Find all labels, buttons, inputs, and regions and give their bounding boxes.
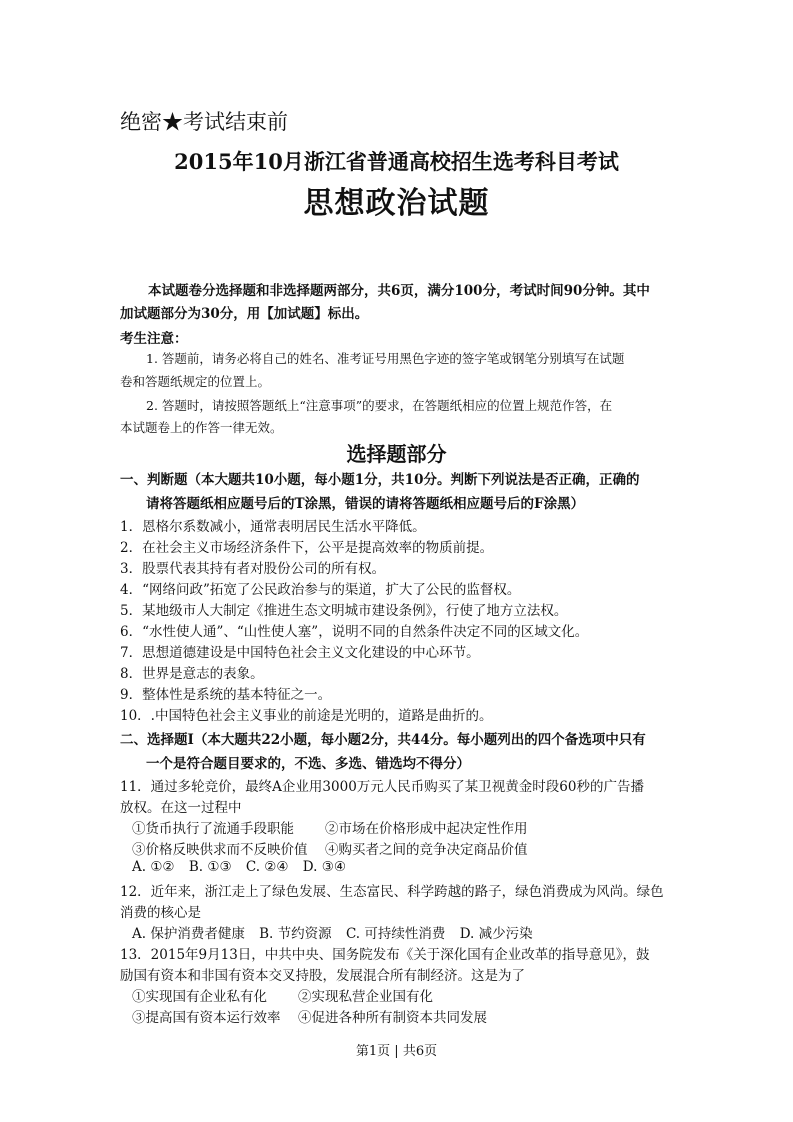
question-13-option-4: ④促进各种所有制资本共同发展 — [298, 1010, 487, 1026]
question-9: 9．整体性是系统的基本特征之一。 — [120, 687, 332, 703]
question-12-line-2: 消费的核心是 — [120, 905, 201, 921]
question-13-option-1: ①实现国有企业私有化 — [132, 989, 267, 1005]
section-title: 选择题部分 — [346, 442, 447, 466]
question-13-line-1: 13．2015年9月13日，中共中央、国务院发布《关于深化国有企业改革的指导意见》，鼓 — [120, 947, 650, 963]
part2-heading-line-1: 二、选择题Ⅰ（本大题共22小题，每小题2分，共44分。每小题列出的四个备选项中只有 — [120, 732, 646, 748]
choice-a: A. ①② — [132, 859, 175, 875]
exam-title: 2015年10月浙江省普通高校招生选考科目考试 — [174, 149, 619, 174]
question-5: 5．某地级市人大制定《推进生态文明城市建设条例》，行使了地方立法权。 — [120, 603, 568, 619]
choice-d: D. ③④ — [302, 859, 346, 875]
question-11-choices — [132, 859, 356, 875]
notice-item-1-line-1: 1. 答题前，请务必将自己的姓名、准考证号用黑色字迹的签字笔或钢笔分别填写在试题 — [146, 351, 625, 366]
choice-c: C. 可持续性消费 — [345, 926, 446, 942]
question-4: 4．“网络问政”拓宽了公民政治参与的渠道，扩大了公民的监督权。 — [120, 582, 521, 598]
question-11-line-2: 放权。在这一过程中 — [120, 800, 242, 816]
notice-heading: 考生注意： — [120, 331, 188, 347]
question-13-option-2: ②实现私营企业国有化 — [298, 989, 433, 1005]
page-footer: 第1页 | 共6页 — [355, 1044, 438, 1059]
question-13-line-2: 励国有资本和非国有资本交叉持股，发展混合所有制经济。这是为了 — [120, 968, 525, 984]
choice-c: C. ②④ — [245, 859, 289, 875]
question-10: 10．.中国特色社会主义事业的前途是光明的，道路是曲折的。 — [120, 708, 493, 724]
question-11-option-2: ②市场在价格形成中起决定性作用 — [325, 821, 528, 837]
notice-item-1-line-2: 卷和答题纸规定的位置上。 — [120, 374, 271, 389]
question-1: 1．恩格尔系数减小，通常表明居民生活水平降低。 — [120, 519, 426, 535]
part1-heading-line-1: 一、判断题（本大题共10小题，每小题1分，共10分。判断下列说法是否正确，正确的 — [120, 472, 640, 488]
question-11-option-3: ③价格反映供求而不反映价值 — [132, 842, 308, 858]
choice-d: D. 减少污染 — [459, 926, 533, 942]
part2-heading-line-2: 一个是符合题目要求的，不选、多选、错选均不得分） — [146, 756, 470, 772]
intro-line-1: 本试题卷分选择题和非选择题两部分，共6页，满分100分，考试时间90分钟。其中 — [148, 283, 650, 299]
question-13-option-3: ③提高国有资本运行效率 — [132, 1010, 281, 1026]
question-7: 7．思想道德建设是中国特色社会主义文化建设的中心环节。 — [120, 645, 480, 661]
choice-a: A. 保护消费者健康 — [132, 926, 245, 942]
part1-heading-line-2: 请将答题纸相应题号后的T涂黑，错误的请将答题纸相应题号后的F涂黑） — [146, 496, 585, 512]
question-12-line-1: 12．近年来，浙江走上了绿色发展、生态富民、科学跨越的路子，绿色消费成为风尚。绿色 — [120, 884, 664, 900]
question-3: 3．股票代表其持有者对股份公司的所有权。 — [120, 561, 386, 577]
intro-paragraph — [120, 280, 680, 326]
notice-item-2-line-2: 本试题卷上的作答一律无效。 — [120, 420, 283, 435]
choice-b: B. ①③ — [188, 859, 232, 875]
question-11-option-1: ①货币执行了流通手段职能 — [132, 821, 294, 837]
question-8: 8．世界是意志的表象。 — [120, 666, 264, 682]
choice-b: B. 节约资源 — [259, 926, 332, 942]
question-11-line-1: 11．通过多轮竞价，最终A企业用3000万元人民币购买了某卫视黄金时段60秒的广告播 — [120, 779, 644, 795]
notice-item-2-line-1: 2. 答题时，请按照答题纸上“注意事项”的要求，在答题纸相应的位置上规范作答，在 — [146, 398, 613, 413]
question-12-choices — [132, 922, 543, 942]
question-11-option-4: ④购买者之间的竞争决定商品价值 — [325, 842, 528, 858]
confidential-label: 绝密★考试结束前 — [120, 110, 288, 134]
subject-title: 思想政治试题 — [303, 186, 490, 221]
question-6: 6．“水性使人通”、“山性使人塞”，说明不同的自然条件决定不同的区域文化。 — [120, 624, 589, 640]
question-2: 2．在社会主义市场经济条件下，公平是提高效率的物质前提。 — [120, 540, 494, 556]
intro-line-2: 加试题部分为30分，用【加试题】标出。 — [120, 306, 369, 322]
